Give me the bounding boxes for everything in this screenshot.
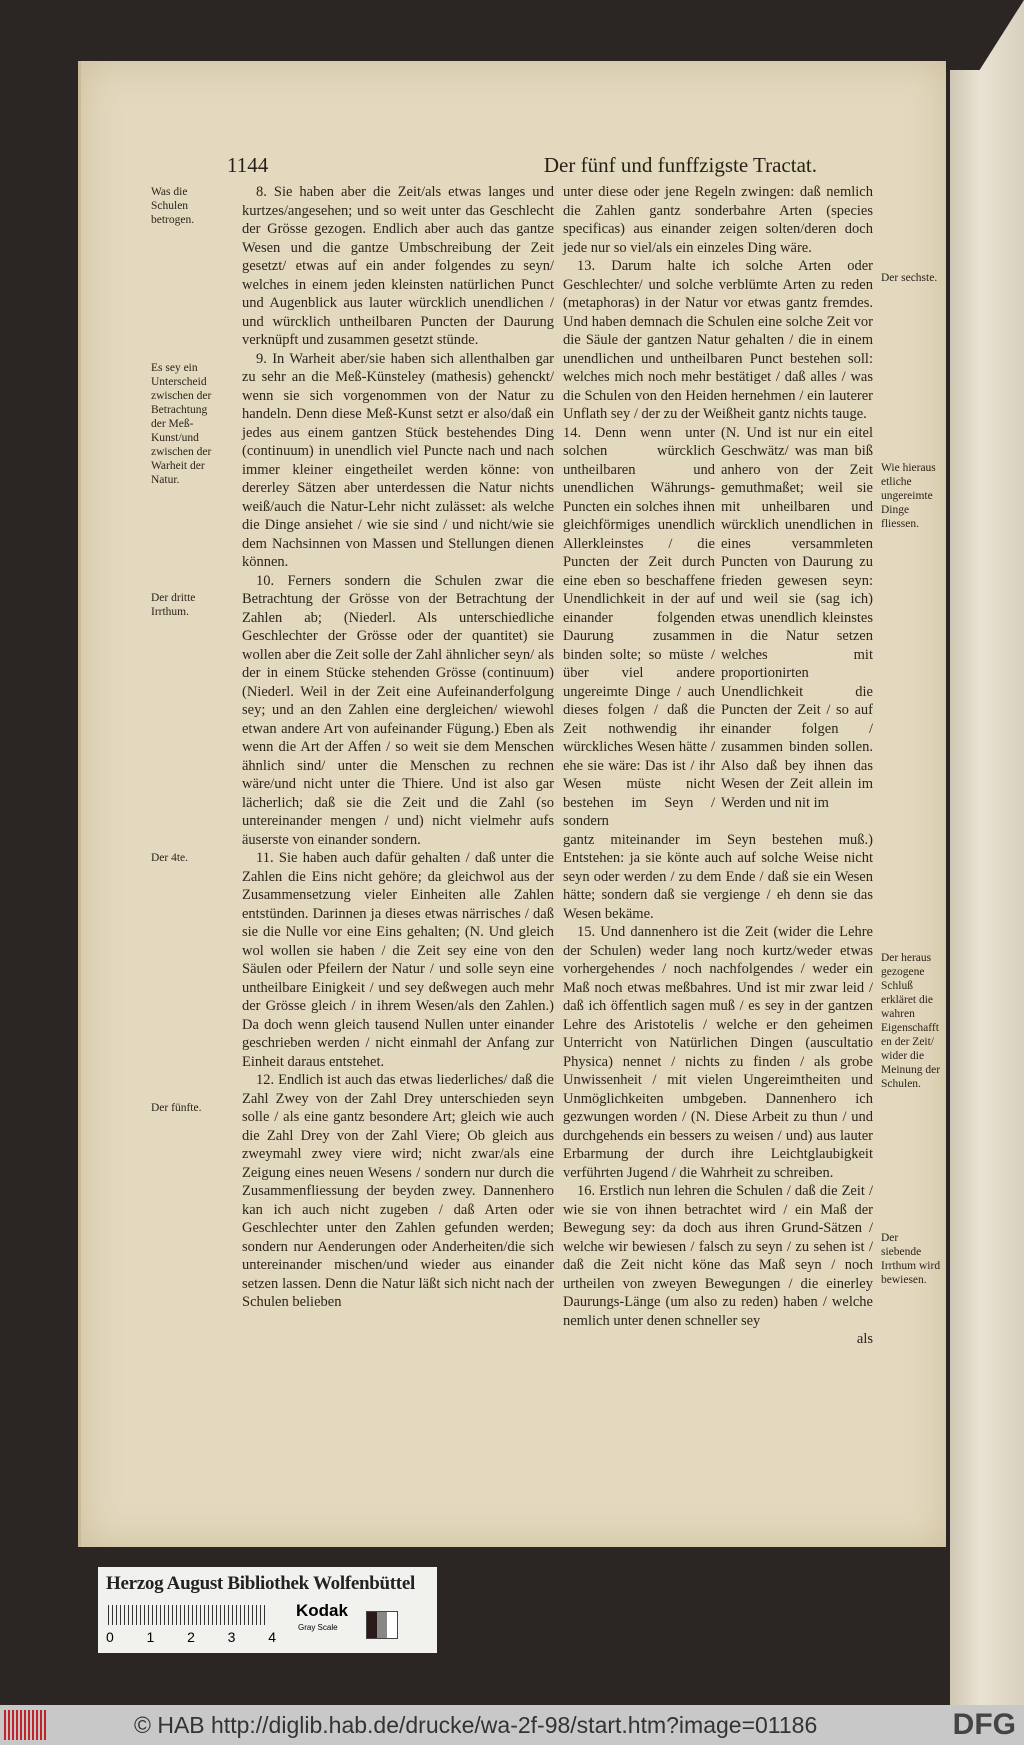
paragraph-note: (N. Und ist nur ein eitel Geschwätz/ was man biß anhero von der Zeit gemuthmaßet; weil sie mit unheilbaren und würcklich unendlichen in eines versammleten Puncten von Daurung zu frieden gewesen seyn: und weil sie (sag ich) etwas unendlich kleinstes in die Natur setzen welches mit proportionirten Unendlichkeit die Puncten der Zeit / so auf einander folgen / zusammen binden sollen. Also daß bey ihnen das Wesen der Zeit allein im Werden und nit im xyxy=(721,424,873,811)
paragraph: 11. Sie haben auch dafür gehalten / daß unter die Zahlen die Eins nicht gehöre; da gleichwol aus der Zusammensetzung vieler Einheiten alle Zahlen entstünden. Darinnen ja dieses etwas närrisches / daß sie die Nulle vor eine Eins gehalten; (N. Und gleich wol wollen sie haben / die Zeit sey eine von den Säulen oder Pfeilern der Natur / und solle seyn eine untheilbare Einigkeit / und sey deßwegen auch mehr der Grösse gleich / in ihrem Wesen/als den Zahlen.) Da doch wenn gleich tausend Nullen unter einander geschrieben werden / nicht einmahl der Anfang zur Einheit daraus entstehet. xyxy=(242,850,554,1070)
margin-note: Der heraus gezogene Schluß erkläret die wahren Eigenschafften der Zeit/ wider die Meinung der Schulen. xyxy=(881,952,941,1090)
book-page xyxy=(78,61,946,1547)
ruler-number: 0 xyxy=(106,1629,114,1645)
kodak-brand: Kodak xyxy=(296,1601,348,1620)
ruler-numbers xyxy=(106,1629,276,1645)
paragraph: 16. Erstlich nun lehren die Schulen / daß die Zeit / wie sie von ihnen betrachtet wird / ein Maß der Bewegung sey: da doch aus ihren Grund-Sätzen / welche wir bewiesen / falsch zu seyn / zu sehen ist / daß die Zeit nicht köne das Maß seyn / noch urtheilen von zweyen Bewegungen / die einerley Daurungs-Länge (um also zu reden) haben / welche nemlich unter denen schneller sey xyxy=(563,1183,873,1329)
margin-note: Was die Schulen betrogen. xyxy=(151,186,195,226)
right-column xyxy=(563,183,873,1349)
next-page-edge xyxy=(950,0,1024,1705)
footer-bar xyxy=(0,1705,1024,1745)
ruler-number: 4 xyxy=(268,1629,276,1645)
paragraph: 15. Und dannenhero ist die Zeit (wider die Lehre der Schulen) weder lang noch kurtz/weder etwas vorhergehendes / noch nachfolgendes / weder ein Maß noch etwas meßbahres. Und ist mir zwar leid / daß ich öffentlich sagen muß / es sey in der gantzen Lehre des Aristotelis / welche er den geheimen Unterricht von Natürlichen Dingen (auscultatio Physica) nennet / nichts zu finden / als grobe Unwissenheit / mit vielen Ungereimtheiten und Unmöglichkeiten umbgeben. Dannenhero ich gezwungen worden / (N. Diese Arbeit zu thun / und durchgehends ein bessers zu weisen / und) aus lauter Erbarmung der durch ihre Leichtglaubigkeit verführten Jugend / die Wahrheit zu schreiben. xyxy=(563,924,873,1181)
margin-note: Der sechste. xyxy=(881,272,938,284)
margin-note: Der dritte Irrthum. xyxy=(151,592,196,618)
running-title: Der fünf und funffzigste Tractat. xyxy=(543,153,817,177)
margin-note: Wie hieraus etliche ungereimte Dinge fliessen. xyxy=(881,462,936,530)
margin-note: Der fünfte. xyxy=(151,1102,202,1114)
ruler-number: 2 xyxy=(187,1629,195,1645)
paragraph: gantz miteinander im Seyn bestehen muß.) Entstehen: ja sie könte auch auf solche Weise nicht seyn oder werden / zu dem Ende / daß sie ein Wesen hätte; sondern daß sie vergienge / eh denn sie das Wesen bekäme. xyxy=(563,831,873,922)
gray-scale-swatch xyxy=(366,1611,398,1639)
page-number: 1144 xyxy=(227,153,269,177)
margin-note: Der siebende Irrthum wird bewiesen. xyxy=(881,1232,941,1286)
paragraph: unter diese oder jene Regeln zwingen: daß nemlich die Zahlen gantz sonderbahre Arten (species specificas) aus einander zeigen solten/deren doch jede nur so viel/als ein einzeles Ding wäre. xyxy=(563,184,873,256)
margin-note: Es sey ein Unterscheid zwischen der Betrachtung der Meß-Kunst/und zwischen der Warheit der Natur. xyxy=(151,362,212,486)
paragraph: 10. Ferners sondern die Schulen zwar die Betrachtung der Grösse von der Betrachtung der Zahlen ab; (Niederl. Als unterschiedliche Geschlechter der Grösse oder der quantitet) sie wollen aber die Zeit solle der Zahl ähnlicher seyn/ als der in einem Stücke stehenden Grösse (continuum) (Niederl. Weil in der Zeit eine Aufeinanderfolgung sey; und an den Zahlen eine dergleichen/ wiewohl etwan andere Art von aufeinander Fügung.) Eben als wenn die Art der Affen / so weit sie dem Menschen ähnlich sind/ unter die Menschen zu rechnen wäre/und nicht unter die Thiere. Und ist also gar lächerlich; daß sie die Zeit und die Zahl (so untereinander mengen / und) nicht vielmehr aufs äuserste von einander sondern. xyxy=(242,572,554,848)
ruler xyxy=(108,1605,268,1625)
margin-note: Der 4te. xyxy=(151,852,189,864)
left-column xyxy=(242,183,554,1312)
library-scale-card xyxy=(98,1567,437,1653)
paragraph-main: 14. Denn wenn unter solchen würcklich untheilbaren und unendlichen Währungs-Puncten ein solches ihnen gleichförmiges unendlich Allerkleinstes / die Puncten der Zeit durch eine eben so beschaffene Unendlichkeit in der auf einander folgenden Daurung zusammen binden solte; so müste / über viel andere ungereimte Dinge / auch dieses folgen / daß die Zeit nothwendig ihr würckliches Wesen hätte / ehe sie wäre: Das ist / ihr Wesen müste nicht bestehen im Seyn / sondern xyxy=(563,424,715,829)
copyright-link[interactable]: © HAB http://diglib.hab.de/drucke/wa-2f-98/start.htm?image=01186 xyxy=(134,1711,818,1738)
paragraph: 13. Darum halte ich solche Arten oder Geschlechter/ und solche verblümte Arten zu reden (metaphoras) in der Natur vor etwas gantz fremdes. Und haben demnach die Schulen eine solche Zeit vor die Säule der gantzen Natur gehalten / die in einem unendlichen und untheilbaren Punct bestehen soll: welches mich noch mehr bestätiget / daß alles / was die Schulen von den Heiden hernehmen / ein lauterer Unflath sey / der zu der Weißheit gantz nichts tauge. xyxy=(563,258,873,422)
paragraph: 8. Sie haben aber die Zeit/als etwas langes und kurtzes/angesehen; und so weit unter das Geschlecht der Grösse gezogen. Endlich aber auch das gantze Wesen und die gantze Umbschreibung der Zeit gesetzt/ etwas auf ein ander folgendes zu seyn/ welches in einem jeden kleinsten natürlichen Punct und Augenblick aus lauter würcklich unendlichen / und würcklich untheilbaren Puncten der Daurung verknüpft und zusammen gesetzt stünde. xyxy=(242,184,554,348)
catchword: als xyxy=(856,1331,873,1347)
hab-logo-icon xyxy=(4,1710,46,1740)
paragraph: 12. Endlich ist auch das etwas liederliches/ daß die Zahl Zwey von der Zahl Drey unterschieden seyn solle / als eine gantz besondere Art; gleich wie auch die Zahl Drey von der Zahl Viere; Ob gleich aus zweymahl zwey viere wird; nicht zwar/als eine Zeigung eines neuen Wesens / sondern nur durch die Zusammenfliessung der beyden zwey. Dannenhero kan ich auch nicht zugeben / daß Arten oder Geschlechter unter den Zahlen gefunden werden; sondern nur Aenderungen oder Anderheiten/die sich untereinander mischen/und wieder aus einander setzen lassen. Denn die Natur läßt sich nicht nach der Schulen belieben xyxy=(242,1072,554,1310)
ruler-number: 1 xyxy=(146,1629,155,1645)
ruler-number: 3 xyxy=(227,1629,236,1645)
dfg-logo: DFG xyxy=(952,1708,1016,1741)
paragraph: 9. In Warheit aber/sie haben sich allenthalben gar zu sehr an die Meß-Künsteley (mathesis) gehenckt/ wenn sie sich vorgenommen von der Natur zu handeln. Denn diese Meß-Kunst setzt er also/daß ein jedes aus einem gantzen Stück bestehendes Ding (continuum) in unendlich viel Puncte nach und nach immer kleiner eingetheilet werden könne: von dererley Sätzen aber unterdessen die Natur nichts weiß/auch die Natur-Lehr nicht zulässet: als welche die Dinge ansiehet / wie sie sind / und nicht/wie sie dem Nachsinnen von Massen und Stellungen dienen können. xyxy=(242,350,554,570)
split-paragraph xyxy=(563,424,873,831)
page-header xyxy=(227,153,817,178)
gray-scale-label: Gray Scale xyxy=(298,1623,338,1632)
library-name: Herzog August Bibliothek Wolfenbüttel xyxy=(106,1573,415,1594)
